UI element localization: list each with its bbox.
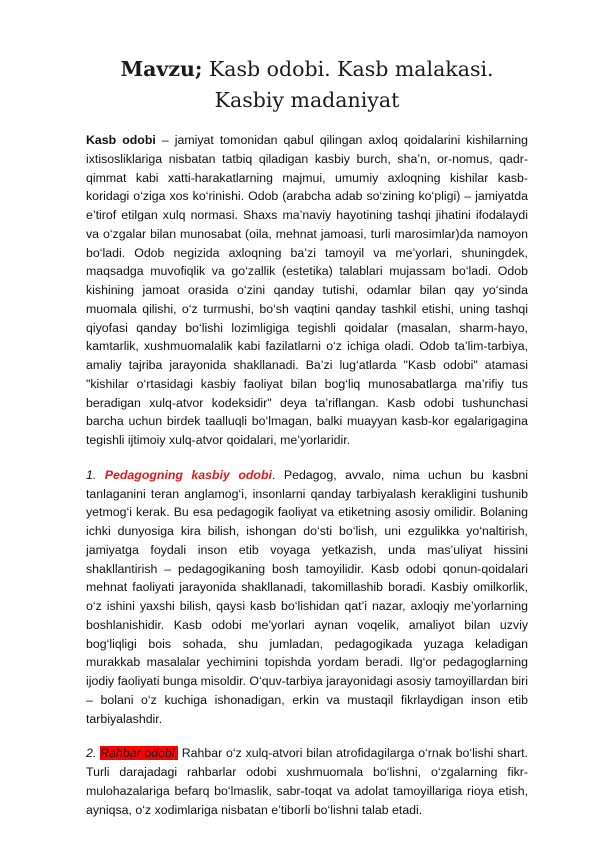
document-title	[86, 54, 528, 116]
document-page	[86, 54, 528, 819]
title-lead: Mavzu;	[120, 57, 203, 81]
term-kasb-odobi: Kasb odobi	[86, 133, 156, 147]
title-text: Kasb odobi. Kasb malakasi. Kasbiy madaniyat	[202, 57, 494, 112]
section-number: 2.	[86, 746, 101, 761]
section-number: 1.	[86, 467, 105, 482]
paragraph-text: Rahbar o‘z xulq-atvori bilan atrofidagilarga o‘rnak bo‘lishi shart. Turli darajadagi rahbarlar odobi xushmuomala bo‘lishni, o‘zgalarning fikr-mulohazalariga befarq bo‘lmaslik, sabr-toqat va adolat tamoyillariga rioya etish, ayniqsa, o‘z xodimlariga nisbatan e’tiborli bo‘lishni talab etadi.	[86, 746, 528, 817]
term-rahbar-odobi: Rahbar odobi.	[100, 746, 178, 761]
paragraph-text: – jamiyat tomonidan qabul qilingan axloq qoidalarini kishilarning ixtisosliklariga nisbatan tatbiq qiladigan kasbiy burch, sha’n, or-nomus, qadr-qimmat kabi xatti-harakatlarning majmui, umumiy axloqning kishilar kasb-koridagi o‘ziga xos ko‘rinishi. Odob (arabcha adab so‘zining ko‘pligi) – jamiyatda e’tirof etilgan xulq normasi. Shaxs ma’naviy hayotining tashqi jihatini ifodalaydi va o‘zgalar bilan munosabat (oila, mehnat jamoasi, turli marosimlar)da namoyon bo‘ladi. Odob negizida axloqning ba’zi tamoyil va me’yorlari, shuningdek, maqsadga muvofiqlik va go‘zallik (estetika) talablari mujassam bo‘ladi. Odob kishining jamoat orasida o‘zini qanday tutishi, odamlar bilan qay yo‘sinda muomala qilishi, o‘z turmushi, bo‘sh vaqtini qanday tashkil etishi, uning tashqi qiyofasi qanday bo‘lishi lozimligiga tegishli qoidalar (masalan, sharm-hayo, kamtarlik, xushmuomalalik kabi fazilatlarni o‘z ichiga oladi. Odob ta’lim-tarbiya, amaliy tajriba jarayonida shakllanadi. Ba’zi lug‘atlarda "Kasb odobi" atamasi "kishilar o‘rtasidagi kasbiy faoliyat bilan bog‘liq munosabatlarga ma’rifiy tus beradigan xulq-atvor kodeksidir" deya ta’riflangan. Kasb odobi tushunchasi barcha uchun birdek taalluqli bo‘lmagan, balki muayyan kasb-kor egalarigagina tegishli ijtimoiy xulq-atvor qoidalari, me’yorlaridir.	[86, 133, 528, 447]
paragraph-kasb-odobi	[86, 131, 528, 450]
paragraph-rahbar-odobi	[86, 744, 528, 819]
paragraph-text: . Pedagog, avvalo, nima uchun bu kasbni tanlaganini teran anglamog‘i, insonlarni qanday tarbiyalash kerakligini tushunib yetmog‘i kerak. Bu esa pedagogik faoliyat va etiketning asosiy omilidir. Bolaning ichki dunyosiga kira bilish, ishongan do‘sti bo‘lish, uni ezgulikka yo‘naltirish, jamiyatga foydali inson etib voyaga yetkazish, unda mas’uliyat hissini shakllantirish – pedagogikaning bosh tamoyilidir. Kasb odobi qonun-qoidalari mehnat faoliyati jarayonida shakllanadi, takomillashib boradi. Kasbiy omilkorlik, o‘z ishini yaxshi bilish, qaysi kasb bo‘lishidan qat’i nazar, axloqiy me’yorlarning boshlanishidir. Kasb odobi me’yorlari aynan voqelik, amaliyot bilan uzviy bog‘liqligi bois sohada, shu jumladan, pedagogikada yuzaga keladigan murakkab masalalar yechimini topishda yordam beradi. Ilg‘or pedagoglarning ijodiy faoliyati bunga misoldir. O‘quv-tarbiya jarayonidagi asosiy tamoyillardan biri – bolani o‘z kuchiga ishonadigan, erkin va mustaqil fikrlaydigan inson etib tarbiyalashdir.	[86, 467, 528, 726]
paragraph-pedagog-odobi	[86, 466, 528, 729]
term-pedagog-odobi: Pedagogning kasbiy odobi	[104, 467, 272, 482]
